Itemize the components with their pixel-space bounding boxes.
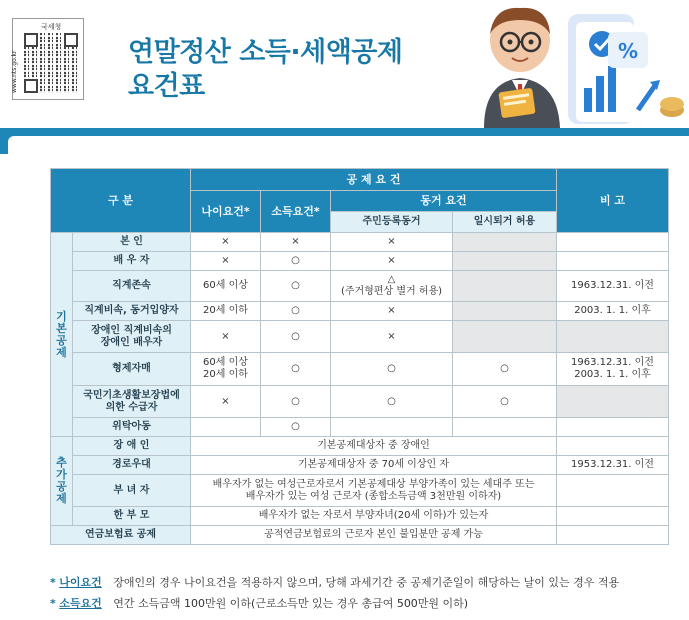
cell-temp [453, 233, 557, 252]
table-row [51, 456, 669, 475]
header-income: 소득요건* [261, 191, 331, 233]
cell-income: ○ [261, 302, 331, 321]
row-label: 장 애 인 [73, 437, 191, 456]
cell-content: 배우자가 없는 여성근로자로서 기본공제대상 부양가족이 있는 세대주 또는 배우자가 있는 여성 근로자 (종합소득금액 3천만원 이하자) [191, 475, 557, 507]
header-requirements: 공 제 요 건 [191, 169, 557, 191]
cell-content: 기본공제대상자 중 장애인 [191, 437, 557, 456]
table-row [51, 233, 669, 252]
row-label: 연금보험료 공제 [51, 526, 191, 545]
header-category: 구 분 [51, 169, 191, 233]
cell-resident [331, 418, 453, 437]
cell-content: 배우자가 없는 자로서 부양자녀(20세 이하)가 있는자 [191, 507, 557, 526]
footnote-age [50, 572, 680, 593]
table-row [51, 437, 669, 456]
table-row [51, 418, 669, 437]
row-label: 위탁아동 [73, 418, 191, 437]
cell-resident: × [331, 252, 453, 271]
tax-character-illustration [468, 0, 689, 128]
cell-remark [557, 321, 669, 353]
header-cohabitation: 동거 요건 [331, 191, 557, 212]
table-row [51, 271, 669, 302]
cell-remark [557, 437, 669, 456]
footnote-income [50, 593, 680, 614]
cell-remark [557, 386, 669, 418]
page-title-line1: 연말정산 소득·세액공제 [128, 37, 403, 68]
row-label: 장애인 직계비속의 장애인 배우자 [73, 321, 191, 353]
cell-remark [557, 252, 669, 271]
row-label: 형제자매 [73, 353, 191, 386]
table-row [51, 353, 669, 386]
cell-remark: 2003. 1. 1. 이후 [557, 302, 669, 321]
requirements-table [50, 168, 669, 545]
table-row [51, 526, 669, 545]
cell-remark [557, 507, 669, 526]
cell-resident: × [331, 302, 453, 321]
cell-age: × [191, 233, 261, 252]
row-label: 직계비속, 동거입양자 [73, 302, 191, 321]
cell-income: ○ [261, 321, 331, 353]
cell-age: 60세 이상 20세 이하 [191, 353, 261, 386]
cell-age: 20세 이하 [191, 302, 261, 321]
cell-resident: △ (주거형편상 별거 허용) [331, 271, 453, 302]
cell-temp [453, 418, 557, 437]
row-label: 배 우 자 [73, 252, 191, 271]
cell-content: 공적연금보험료의 근로자 본인 불입분만 공제 가능 [191, 526, 557, 545]
cell-temp [453, 302, 557, 321]
row-label: 국민기초생활보장법에 의한 수급자 [73, 386, 191, 418]
cell-remark: 1953.12.31. 이전 [557, 456, 669, 475]
qr-side-text: www.nts.go.kr [11, 50, 18, 93]
row-label: 본 인 [73, 233, 191, 252]
footnotes [50, 572, 680, 614]
row-label: 부 녀 자 [73, 475, 191, 507]
cell-resident: × [331, 321, 453, 353]
footnote-text: 장애인의 경우 나이요건을 적용하지 않으며, 당해 과세기간 중 공제기준일이 해당하는 날이 있는 경우 적용 [113, 576, 620, 589]
cell-resident: ○ [331, 353, 453, 386]
header-age: 나이요건* [191, 191, 261, 233]
footnote-star: * [50, 597, 56, 610]
header-resident: 주민등록동거 [331, 212, 453, 233]
cell-income: ○ [261, 252, 331, 271]
cell-age [191, 418, 261, 437]
row-label: 직계존속 [73, 271, 191, 302]
cell-remark [557, 418, 669, 437]
qr-code-box [12, 18, 84, 100]
cell-temp [453, 252, 557, 271]
cell-temp [453, 271, 557, 302]
row-label: 경로우대 [73, 456, 191, 475]
cell-remark [557, 475, 669, 507]
header [0, 0, 689, 128]
table-row [51, 475, 669, 507]
cell-remark [557, 526, 669, 545]
row-label: 한 부 모 [73, 507, 191, 526]
table-row [51, 386, 669, 418]
cell-age: × [191, 321, 261, 353]
cell-remark [557, 233, 669, 252]
footnote-key: 소득요건 [59, 597, 102, 610]
cell-age: 60세 이상 [191, 271, 261, 302]
table-row [51, 252, 669, 271]
cell-remark: 1963.12.31. 이전 [557, 271, 669, 302]
cell-income: × [261, 233, 331, 252]
cell-remark: 1963.12.31. 이전 2003. 1. 1. 이후 [557, 353, 669, 386]
svg-text:%: % [618, 39, 639, 63]
qr-label: 국세청 [41, 23, 62, 31]
cell-content: 기본공제대상자 중 70세 이상인 자 [191, 456, 557, 475]
table-row [51, 302, 669, 321]
cell-income: ○ [261, 271, 331, 302]
cell-income: ○ [261, 353, 331, 386]
basic-deduction-group: 기 본 공 제 [51, 233, 73, 437]
qr-code-icon [24, 33, 78, 93]
cell-income: ○ [261, 386, 331, 418]
cell-resident: ○ [331, 386, 453, 418]
header-remarks: 비 고 [557, 169, 669, 233]
footnote-key: 나이요건 [59, 576, 102, 589]
footnote-text: 연간 소득금액 100만원 이하(근로소득만 있는 경우 총급여 500만원 이하) [113, 597, 469, 610]
cell-age: × [191, 386, 261, 418]
cell-temp: ○ [453, 386, 557, 418]
cell-temp [453, 321, 557, 353]
cell-income: ○ [261, 418, 331, 437]
additional-deduction-group: 추 가 공 제 [51, 437, 73, 526]
footnote-star: * [50, 576, 56, 589]
table-row [51, 321, 669, 353]
cell-temp: ○ [453, 353, 557, 386]
cell-resident: × [331, 233, 453, 252]
page-title-line2: 요건표 [128, 71, 205, 102]
table-row [51, 507, 669, 526]
cell-age: × [191, 252, 261, 271]
header-temporary: 일시퇴거 허용 [453, 212, 557, 233]
